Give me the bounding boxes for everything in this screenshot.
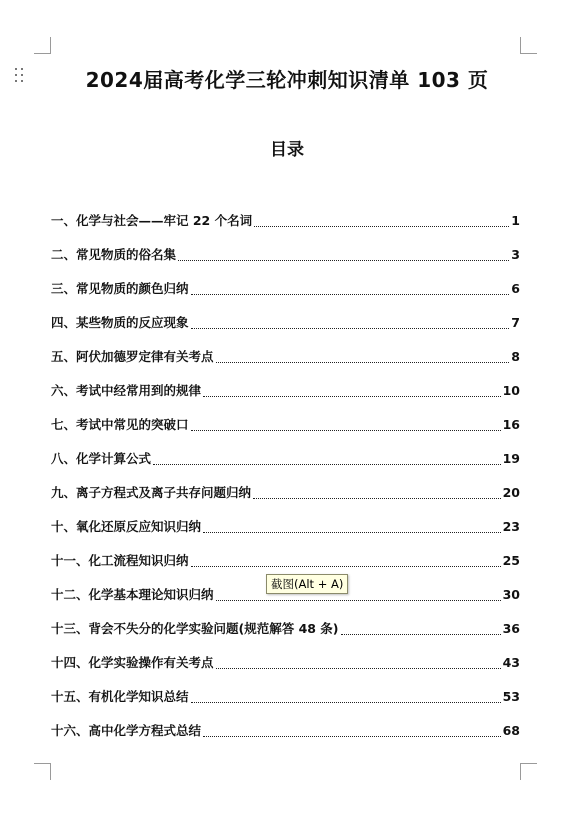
toc-entry-label: 三、常见物质的颜色归纳 xyxy=(51,281,189,296)
toc-entry[interactable] xyxy=(51,441,520,475)
toc-entry-page-number: 16 xyxy=(502,416,520,432)
toc-entry[interactable] xyxy=(51,339,520,373)
toc-entry-page-number: 30 xyxy=(502,586,520,602)
toc-leader-dots xyxy=(191,693,501,703)
toc-leader-dots xyxy=(216,591,501,601)
toc-leader-dots xyxy=(254,217,509,227)
toc-entry-label: 十六、高中化学方程式总结 xyxy=(51,723,202,738)
toc-leader-dots xyxy=(253,489,501,499)
page-corner-mark-bottom-left xyxy=(34,763,51,780)
toc-entry-page-number: 43 xyxy=(502,654,520,670)
toc-leader-dots xyxy=(341,625,501,635)
toc-entry-label: 九、离子方程式及离子共存问题归纳 xyxy=(51,485,252,500)
toc-entry-page-number: 8 xyxy=(511,348,520,364)
toc-entry-page-number: 7 xyxy=(511,314,520,330)
toc-leader-dots xyxy=(178,251,509,261)
toc-entry[interactable] xyxy=(51,407,520,441)
page-corner-mark-bottom-right xyxy=(520,763,537,780)
toc-entry[interactable] xyxy=(51,475,520,509)
toc-entry-page-number: 19 xyxy=(502,450,520,466)
toc-entry[interactable] xyxy=(51,679,520,713)
toc-entry-label: 十一、化工流程知识归纳 xyxy=(51,553,189,568)
toc-entry-label: 七、考试中常见的突破口 xyxy=(51,417,189,432)
toc-leader-dots xyxy=(203,523,501,533)
toc-entry-label: 十、氧化还原反应知识归纳 xyxy=(51,519,202,534)
table-of-contents xyxy=(51,203,520,747)
toc-entry-page-number: 10 xyxy=(502,382,520,398)
toc-entry-label: 十二、化学基本理论知识归纳 xyxy=(51,587,214,602)
toc-entry[interactable] xyxy=(51,203,520,237)
toc-leader-dots xyxy=(153,455,501,465)
toc-leader-dots xyxy=(191,557,501,567)
toc-entry-page-number: 68 xyxy=(502,722,520,738)
toc-leader-dots xyxy=(216,353,510,363)
toc-entry-label: 十四、化学实验操作有关考点 xyxy=(51,655,214,670)
toc-entry-label: 四、某些物质的反应现象 xyxy=(51,315,189,330)
toc-entry[interactable] xyxy=(51,373,520,407)
toc-entry-page-number: 53 xyxy=(502,688,520,704)
toc-leader-dots xyxy=(203,387,501,397)
toc-leader-dots xyxy=(191,421,501,431)
toc-entry-label: 十五、有机化学知识总结 xyxy=(51,689,189,704)
toc-entry-page-number: 3 xyxy=(511,246,520,262)
toc-entry-page-number: 23 xyxy=(502,518,520,534)
toc-entry[interactable] xyxy=(51,611,520,645)
document-title: 2024届高考化学三轮冲刺知识清单 103 页 xyxy=(85,68,489,92)
toc-heading: 目录 xyxy=(270,140,304,160)
toc-entry[interactable] xyxy=(51,271,520,305)
toc-entry-label: 五、阿伏加德罗定律有关考点 xyxy=(51,349,214,364)
toc-entry[interactable] xyxy=(51,543,520,577)
toc-entry[interactable] xyxy=(51,645,520,679)
toc-entry-label: 一、化学与社会——牢记 22 个名词 xyxy=(51,213,253,228)
toc-entry[interactable] xyxy=(51,713,520,747)
toc-entry-page-number: 20 xyxy=(502,484,520,500)
toc-entry-page-number: 25 xyxy=(502,552,520,568)
toc-entry-label: 六、考试中经常用到的规律 xyxy=(51,383,202,398)
toc-entry-page-number: 1 xyxy=(511,212,520,228)
toc-entry-label: 八、化学计算公式 xyxy=(51,451,152,466)
toc-entry[interactable] xyxy=(51,509,520,543)
toc-leader-dots xyxy=(191,319,510,329)
toc-entry[interactable] xyxy=(51,305,520,339)
toc-entry-page-number: 36 xyxy=(502,620,520,636)
toc-leader-dots xyxy=(191,285,510,295)
toc-leader-dots xyxy=(216,659,501,669)
toc-leader-dots xyxy=(203,727,501,737)
toc-entry[interactable] xyxy=(51,237,520,271)
page-corner-mark-top-right xyxy=(520,37,537,54)
page-corner-mark-top-left xyxy=(34,37,51,54)
toc-entry-label: 十三、背会不失分的化学实验问题(规范解答 48 条) xyxy=(51,621,339,636)
toc-entry-label: 二、常见物质的俗名集 xyxy=(51,247,177,262)
toc-entry-page-number: 6 xyxy=(511,280,520,296)
screenshot-tooltip: 截图(Alt + A) xyxy=(266,574,348,594)
